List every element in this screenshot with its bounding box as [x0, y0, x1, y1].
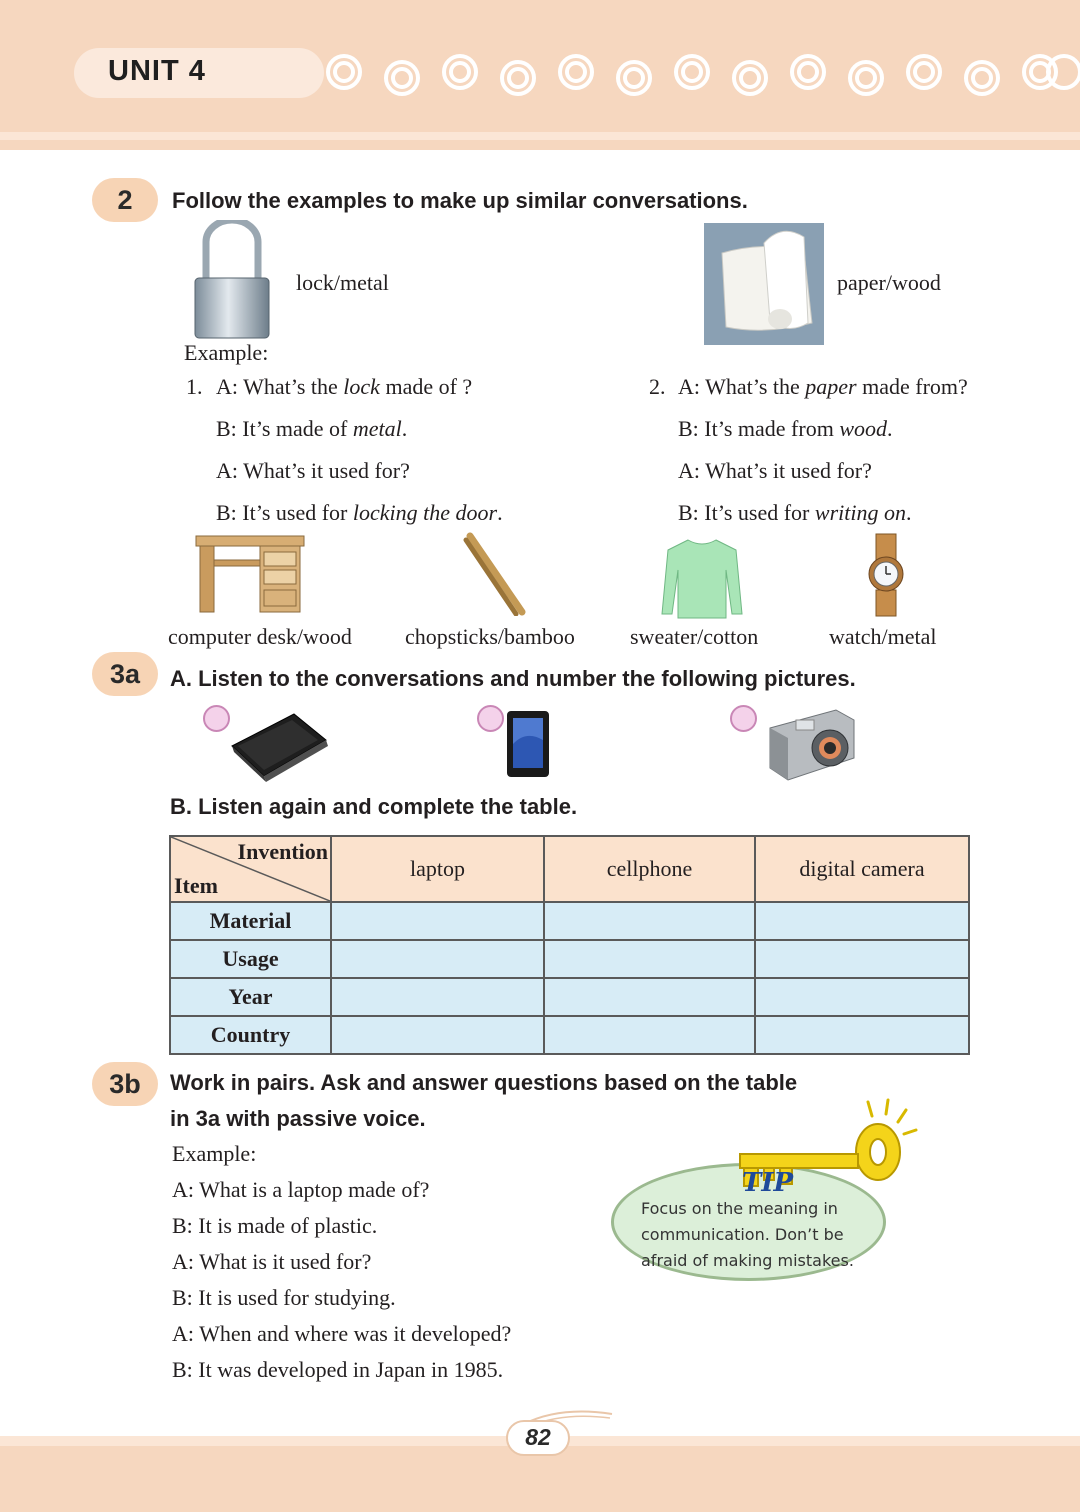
number-circle-camera[interactable] [730, 705, 757, 732]
corner-bottom-label: Item [174, 873, 218, 898]
chopsticks-icon [462, 532, 532, 616]
sweater-icon [660, 536, 744, 620]
watch-icon [866, 532, 906, 618]
table-header-cell: digital camera [755, 836, 969, 902]
tip-text-line: Focus on the meaning in [641, 1199, 838, 1218]
example-2-line: A: What’s it used for? [678, 458, 872, 483]
table-corner-cell [170, 836, 331, 902]
example-label: Example: [184, 340, 269, 365]
tip-label: TIP [742, 1168, 794, 1198]
section-3b-instruction-line1: Work in pairs. Ask and answer questions based on the table [170, 1070, 798, 1095]
example-1-number: 1. [186, 374, 203, 399]
header-stripe [0, 132, 1080, 140]
answer-cell[interactable] [331, 940, 544, 978]
table-row [170, 1016, 969, 1054]
row-label: Usage [170, 940, 331, 978]
row-label: Country [170, 1016, 331, 1054]
invention-table [169, 835, 970, 1055]
dialogue-line: A: When and where was it developed? [172, 1321, 512, 1346]
example-2-line: A: What’s the paper made from? [678, 374, 968, 399]
section-3a-instruction-b: B. Listen again and complete the table. [170, 794, 578, 819]
corner-top-label: Invention [237, 839, 328, 864]
example-2-line: B: It’s used for writing on. [678, 500, 912, 525]
answer-cell[interactable] [544, 940, 755, 978]
dialogue-line: A: What is a laptop made of? [172, 1177, 430, 1202]
paper-caption: paper/wood [837, 270, 941, 295]
cellphone-icon [506, 710, 550, 778]
item-caption: sweater/cotton [630, 624, 759, 649]
tip-text-line: communication. Don’t be [641, 1225, 844, 1244]
example-2-number: 2. [649, 374, 666, 399]
answer-cell[interactable] [755, 978, 969, 1016]
laptop-icon [228, 710, 332, 784]
section-3a-badge: 3a [92, 652, 158, 696]
tip-text-line: afraid of making mistakes. [641, 1251, 854, 1270]
answer-cell[interactable] [544, 978, 755, 1016]
unit-title: UNIT 4 [108, 55, 206, 87]
lock-caption: lock/metal [296, 270, 389, 295]
item-caption: watch/metal [829, 624, 937, 649]
digital-camera-icon [766, 706, 858, 784]
answer-cell[interactable] [331, 902, 544, 940]
answer-cell[interactable] [755, 902, 969, 940]
answer-cell[interactable] [755, 1016, 969, 1054]
example-1-line: B: It’s used for locking the door. [216, 500, 503, 525]
example-1-line: B: It’s made of metal. [216, 416, 408, 441]
dialogue-line: B: It was developed in Japan in 1985. [172, 1357, 504, 1382]
row-label: Year [170, 978, 331, 1016]
answer-cell[interactable] [331, 1016, 544, 1054]
example-label: Example: [172, 1141, 257, 1166]
paper-roll-icon [704, 223, 824, 345]
dialogue-line: B: It is made of plastic. [172, 1213, 378, 1238]
table-row [170, 940, 969, 978]
row-label: Material [170, 902, 331, 940]
section-2-instruction: Follow the examples to make up similar conversations. [172, 188, 748, 213]
table-row [170, 902, 969, 940]
answer-cell[interactable] [544, 902, 755, 940]
decorative-rings [322, 50, 1080, 102]
dialogue-line: A: What is it used for? [172, 1249, 372, 1274]
page-number: 82 [525, 1424, 551, 1450]
table-row [170, 978, 969, 1016]
example-1-line: A: What’s the lock made of ? [216, 374, 473, 399]
number-circle-laptop[interactable] [203, 705, 230, 732]
item-caption: chopsticks/bamboo [405, 624, 575, 649]
section-3b-badge: 3b [92, 1062, 158, 1106]
item-caption: computer desk/wood [168, 624, 352, 649]
table-header-cell: cellphone [544, 836, 755, 902]
answer-cell[interactable] [755, 940, 969, 978]
number-circle-cellphone[interactable] [477, 705, 504, 732]
answer-cell[interactable] [544, 1016, 755, 1054]
table-header-cell: laptop [331, 836, 544, 902]
section-3a-instruction-a: A. Listen to the conversations and number the following pictures. [170, 666, 856, 691]
answer-cell[interactable] [331, 978, 544, 1016]
dialogue-line: B: It is used for studying. [172, 1285, 396, 1310]
padlock-icon [192, 220, 272, 340]
example-2-line: B: It’s made from wood. [678, 416, 893, 441]
section-2-badge: 2 [92, 178, 158, 222]
example-1-line: A: What’s it used for? [216, 458, 410, 483]
section-3b-instruction-line2: in 3a with passive voice. [170, 1106, 426, 1131]
computer-desk-icon [194, 534, 306, 618]
